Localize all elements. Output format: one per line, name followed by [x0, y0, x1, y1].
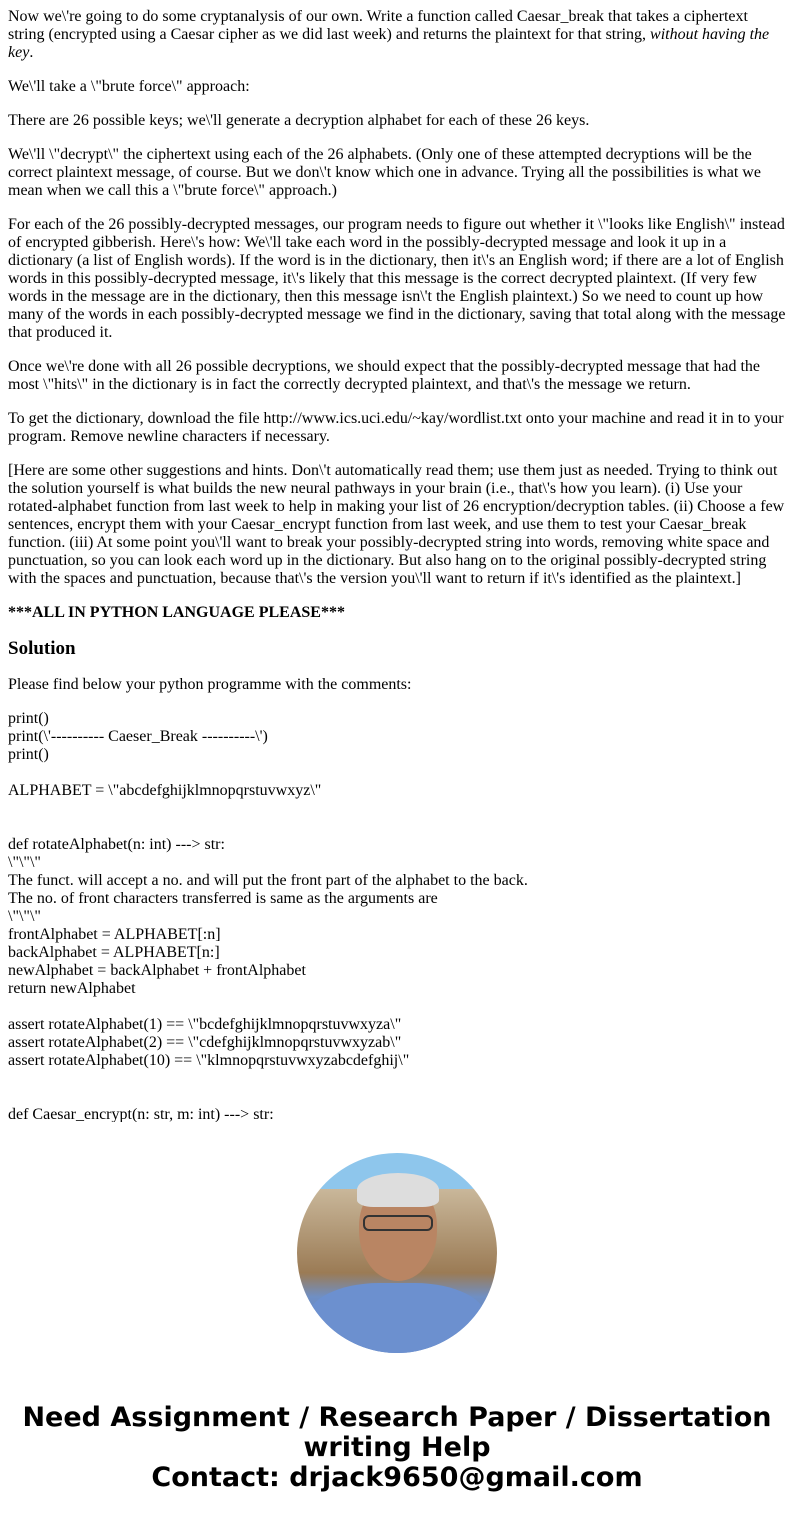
solution-code: print() print(\'---------- Caeser_Break ----------\') print() ALPHABET = \"abcdefghijklmnopqrstuvwxyz\" def rotateAlphabet(n: int) ---> str: \"\"\" The funct. will accept a no. and will put the front part of the alphabet to the back. The no. of front characters transferred is same as the arguments are \"\"\" frontAlphabet = ALPHABET[:n] backAlphabet = ALPHABET[n:] newAlphabet = backAlphabet + frontAlphabet return newAlphabet assert rotateAlphabet(1) == \"bcdefghijklmnopqrstuvwxyza\" assert rotateAlphabet(2) == \"cdefghijklmnopqrstuvwxyzab\" assert rotateAlphabet(10) == \"klmnopqrstuvwxyzabcdefghij\" def Caesar_encrypt(n: str, m: int) ---> str: [8, 710, 528, 1122]
contact-email-text: Contact: drjack9650@gmail.com [151, 1462, 643, 1493]
help-banner-text: Need Assignment / Research Paper / Dissertation writing Help [22, 1402, 772, 1463]
author-avatar [297, 1153, 497, 1353]
language-note [8, 604, 786, 622]
question-paragraph-3: There are 26 possible keys; we\'ll generate a decryption alphabet for each of these 26 keys. [8, 112, 590, 129]
avatar-hair [357, 1173, 439, 1207]
question-paragraph-4: We\'ll \"decrypt\" the ciphertext using each of the 26 alphabets. (Only one of these attempted decryptions will be the correct plaintext message, of course. But we don\'t know which one in advance. Trying all the possibilities is what we mean when we call this a \"brute force\" approach.) [8, 146, 761, 199]
text: . [29, 44, 34, 61]
question-paragraph-2: We\'ll take a \"brute force\" approach: [8, 78, 250, 95]
avatar-glasses [363, 1215, 433, 1231]
emphasis-text: without having the key [8, 26, 770, 61]
question-paragraph-8: [Here are some other suggestions and hints. Don\'t automatically read them; use them just as needed. Trying to think out the solution yourself is what builds the new neural pathways in your brain (i.e., that\'s how you learn). (i) Use your rotated-alphabet function from last week to help in making your list of 26 encryption/decryption tables. (ii) Choose a few sentences, encrypt them with your Caesar_encrypt function from last week, and use them to test your Caesar_break function. (iii) At some point you\'ll want to break your possibly-decrypted string into words, removing white space and punctuation, so you can look each word up in the dictionary. But also hang on to the original possibly-decrypted string with the spaces and punctuation, because that\'s the version you\'ll want to return if it\'s identified as the plaintext.] [8, 462, 785, 587]
solution-heading: Solution [8, 638, 76, 659]
question-paragraph-1 [8, 8, 786, 62]
question-paragraph-6: Once we\'re done with all 26 possible decryptions, we should expect that the possibly-decrypted message that had the most \"hits\" in the dictionary is in fact the correctly decrypted plaintext, and that\'s the message we return. [8, 358, 761, 393]
question-paragraph-5: For each of the 26 possibly-decrypted messages, our program needs to figure out whether it \"looks like English\" instead of encrypted gibberish. Here\'s how: We\'ll take each word in the possibly-decrypted message and look it up in a dictionary (a list of English words). If the word is in the dictionary, then it\'s an English word; if there are a lot of English words in this possibly-decrypted message, it\'s likely that this message is the correct decrypted plaintext. (If very few words in the message are in the dictionary, then this message isn\'t the English plaintext.) So we need to count up how many of the words in each possibly-decrypted message we find in the dictionary, saving that total along with the message that produced it. [8, 216, 786, 341]
contact-banner [0, 1403, 794, 1493]
avatar-shirt [307, 1283, 487, 1353]
language-note-text: ***ALL IN PYTHON LANGUAGE PLEASE*** [8, 604, 345, 621]
text: Now we\'re going to do some cryptanalysis of our own. Write a function called Caesar_break that takes a ciphertext string (encrypted using a Caesar cipher as we did last week) and returns the plaintext for that string, [8, 8, 748, 43]
solution-intro: Please find below your python programme with the comments: [8, 676, 412, 693]
question-paragraph-7: To get the dictionary, download the file http://www.ics.uci.edu/~kay/wordlist.txt onto your machine and read it in to your program. Remove newline characters if necessary. [8, 410, 784, 445]
